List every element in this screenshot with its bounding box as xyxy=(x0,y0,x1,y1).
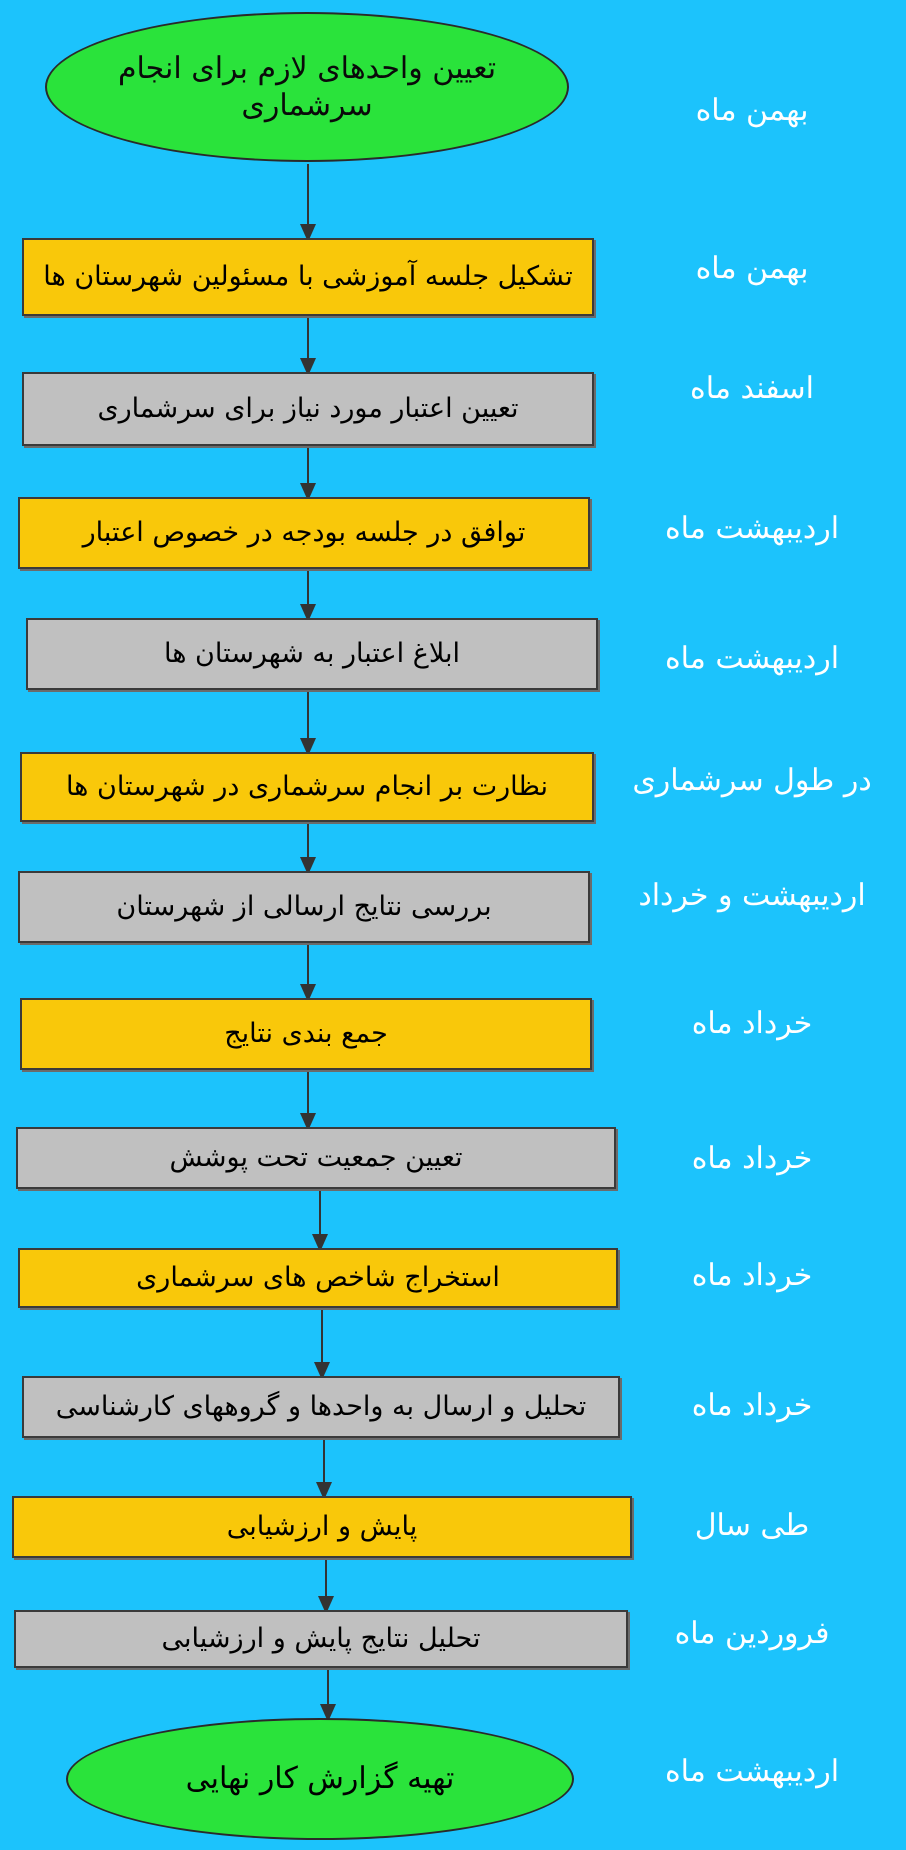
timeline-label-step-10: خرداد ماه xyxy=(691,1387,813,1423)
flowchart-node-step-8: تعیین جمعیت تحت پوشش xyxy=(16,1127,616,1189)
timeline-label-step-8: خرداد ماه xyxy=(691,1140,813,1176)
timeline-label-step-11: طی سال xyxy=(694,1507,810,1543)
timeline-label-end: اردیبهشت ماه xyxy=(664,1753,840,1789)
timeline-label-step-12: فروردین ماه xyxy=(674,1615,830,1651)
timeline-label-step-4: اردیبهشت ماه xyxy=(664,640,840,676)
flowchart-node-end: تهیه گزارش کار نهایی xyxy=(66,1718,574,1840)
timeline-label-step-6: اردیبهشت و خرداد xyxy=(638,877,866,913)
flowchart-node-step-5: نظارت بر انجام سرشماری در شهرستان ها xyxy=(20,752,594,822)
timeline-label-step-3: اردیبهشت ماه xyxy=(664,510,840,546)
flowchart-node-step-3: توافق در جلسه بودجه در خصوص اعتبار xyxy=(18,497,590,569)
flowchart-node-step-7: جمع بندی نتایج xyxy=(20,998,592,1070)
flowchart-node-step-1: تشکیل جلسه آموزشی با مسئولین شهرستان ها xyxy=(22,238,594,316)
timeline-label-step-2: اسفند ماه xyxy=(690,370,814,406)
flowchart-node-start: تعیین واحدهای لازم برای انجام سرشماری xyxy=(45,12,569,162)
flowchart-node-step-10: تحلیل و ارسال به واحدها و گروههای کارشناسی xyxy=(22,1376,620,1438)
timeline-label-step-5: در طول سرشماری xyxy=(632,762,872,798)
flowchart-node-step-11: پایش و ارزشیابی xyxy=(12,1496,632,1558)
flowchart-node-step-9: استخراج شاخص های سرشماری xyxy=(18,1248,618,1308)
flowchart-node-step-12: تحلیل نتایج پایش و ارزشیابی xyxy=(14,1610,628,1668)
timeline-label-start: بهمن ماه xyxy=(695,92,809,128)
flowchart-node-step-4: ابلاغ اعتبار به شهرستان ها xyxy=(26,618,598,690)
timeline-label-step-9: خرداد ماه xyxy=(691,1257,813,1293)
flowchart-node-step-2: تعیین اعتبار مورد نیاز برای سرشماری xyxy=(22,372,594,446)
timeline-label-step-1: بهمن ماه xyxy=(695,250,809,286)
flowchart-node-step-6: بررسی نتایج ارسالی از شهرستان xyxy=(18,871,590,943)
timeline-label-step-7: خرداد ماه xyxy=(691,1005,813,1041)
